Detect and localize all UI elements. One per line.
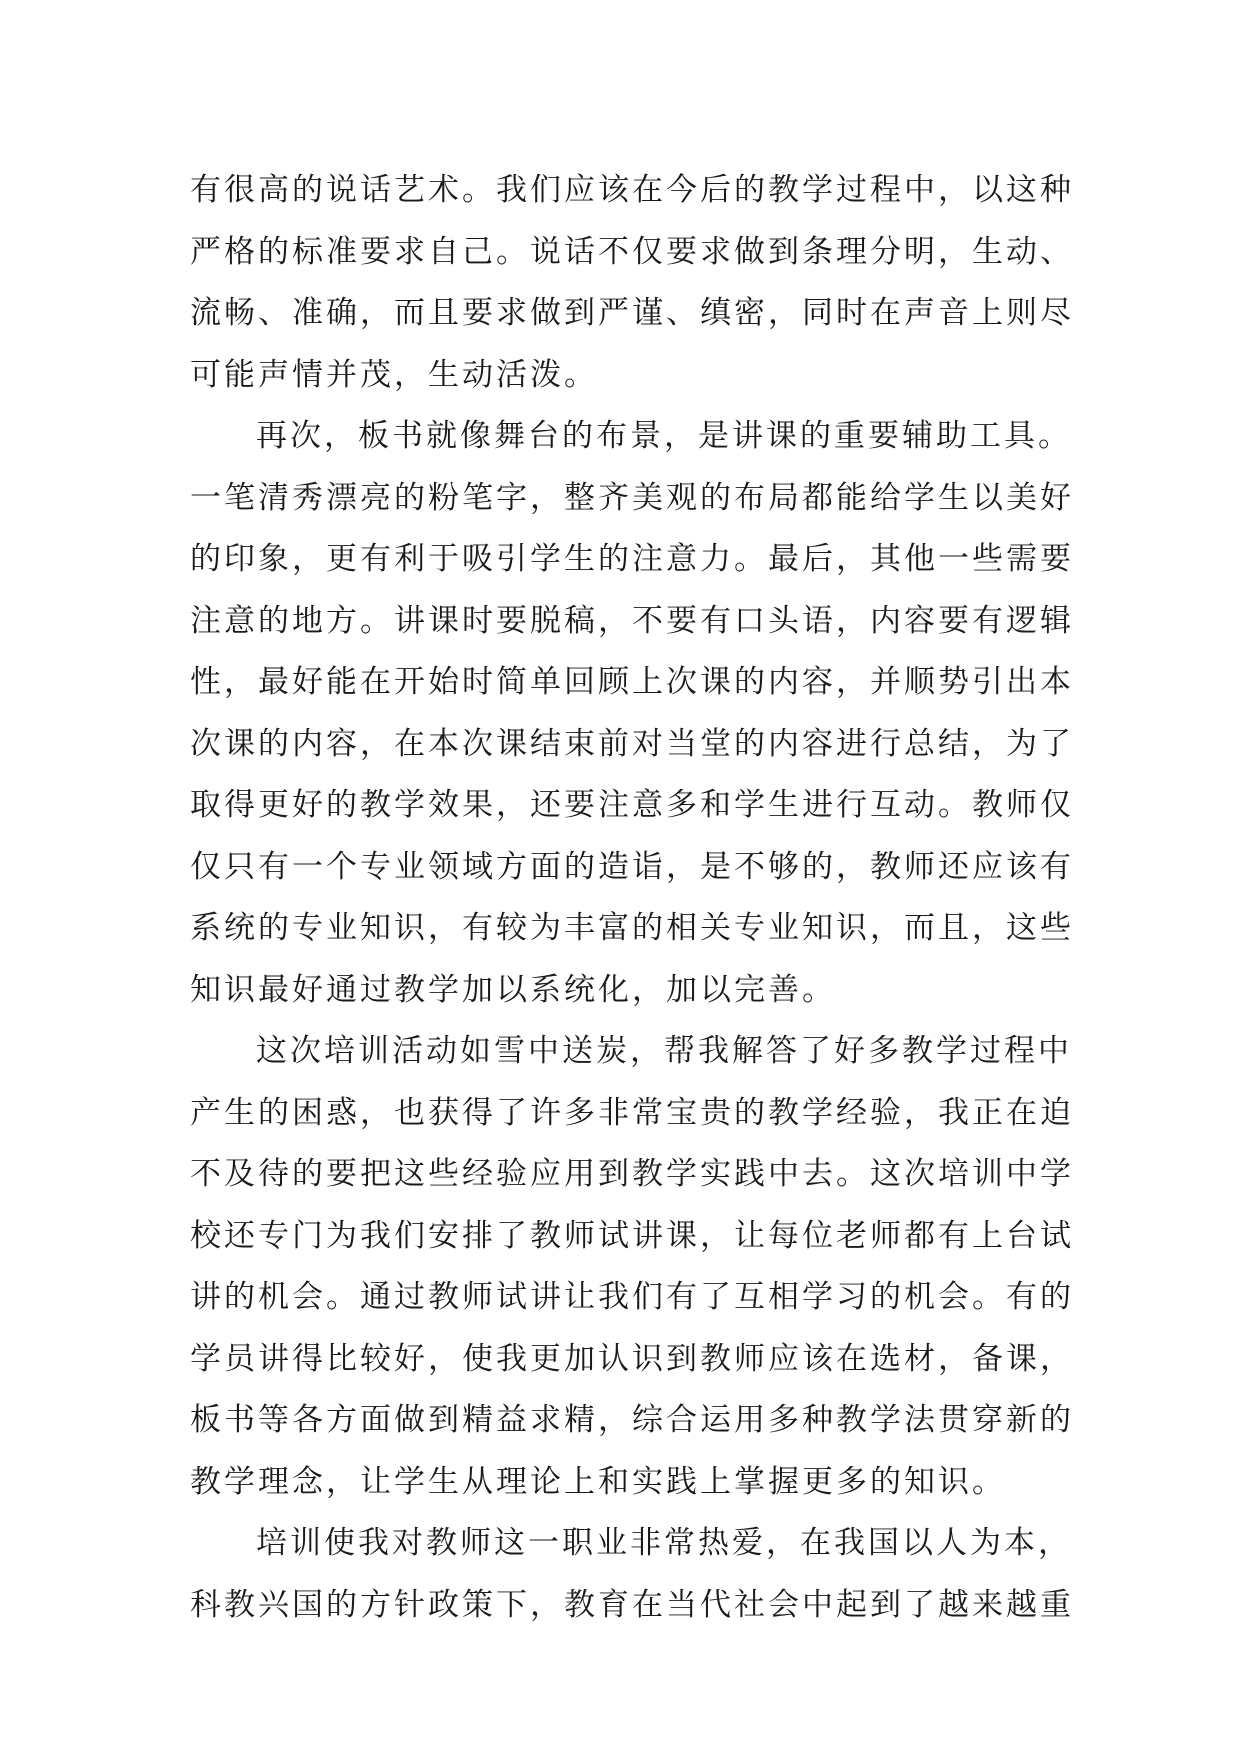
text-line: 校还专门为我们安排了教师试讲课，让每位老师都有上台试 [190,1217,1074,1254]
text-line: 性，最好能在开始时简单回顾上次课的内容，并顺势引出本 [190,664,1074,700]
text-line: 系统的专业知识，有较为丰富的相关专业知识，而且，这些 [190,910,1074,946]
text-line: 产生的困惑，也获得了许多非常宝贵的教学经验，我正在迫 [190,1094,1074,1131]
text-line: 次课的内容，在本次课结束前对当堂的内容进行总结，为了 [190,725,1074,762]
text-line: 流畅、准确，而且要求做到严谨、缜密，同时在声音上则尽 [190,295,1074,331]
text-line: 科教兴国的方针政策下，教育在当代社会中起到了越来越重 [190,1586,1074,1623]
text-line: 有很高的说话艺术。我们应该在今后的教学过程中，以这种 [190,172,1074,208]
text-line: 严格的标准要求自己。说话不仅要求做到条理分明，生动、 [190,233,1074,270]
paragraph-first-line: 再次，板书就像舞台的布景，是讲课的重要辅助工具。 [256,418,1072,454]
text-line: 取得更好的教学效果，还要注意多和学生进行互动。教师仅 [190,787,1074,823]
text-line: 知识最好通过教学加以系统化，加以完善。 [190,971,836,1008]
text-line: 不及待的要把这些经验应用到教学实践中去。这次培训中学 [190,1156,1074,1192]
text-line: 仅只有一个专业领域方面的造诣，是不够的，教师还应该有 [190,848,1074,885]
text-line: 板书等各方面做到精益求精，综合运用多种教学法贯穿新的 [190,1402,1074,1438]
text-line: 讲的机会。通过教师试讲让我们有了互相学习的机会。有的 [190,1279,1074,1315]
text-line: 的印象，更有利于吸引学生的注意力。最后，其他一些需要 [190,541,1074,577]
paragraph-first-line: 培训使我对教师这一职业非常热爱，在我国以人为本， [256,1525,1072,1561]
paragraph-first-line: 这次培训活动如雪中送炭，帮我解答了好多教学过程中 [256,1033,1072,1069]
text-line: 一笔清秀漂亮的粉笔字，整齐美观的布局都能给学生以美好 [190,479,1074,516]
text-line: 教学理念，让学生从理论上和实践上掌握更多的知识。 [190,1463,1006,1500]
text-line: 可能声情并茂，生动活泼。 [190,356,598,393]
text-line: 注意的地方。讲课时要脱稿，不要有口头语，内容要有逻辑 [190,602,1074,639]
text-line: 学员讲得比较好，使我更加认识到教师应该在选材，备课， [190,1340,1074,1377]
body-text [190,160,1074,1636]
